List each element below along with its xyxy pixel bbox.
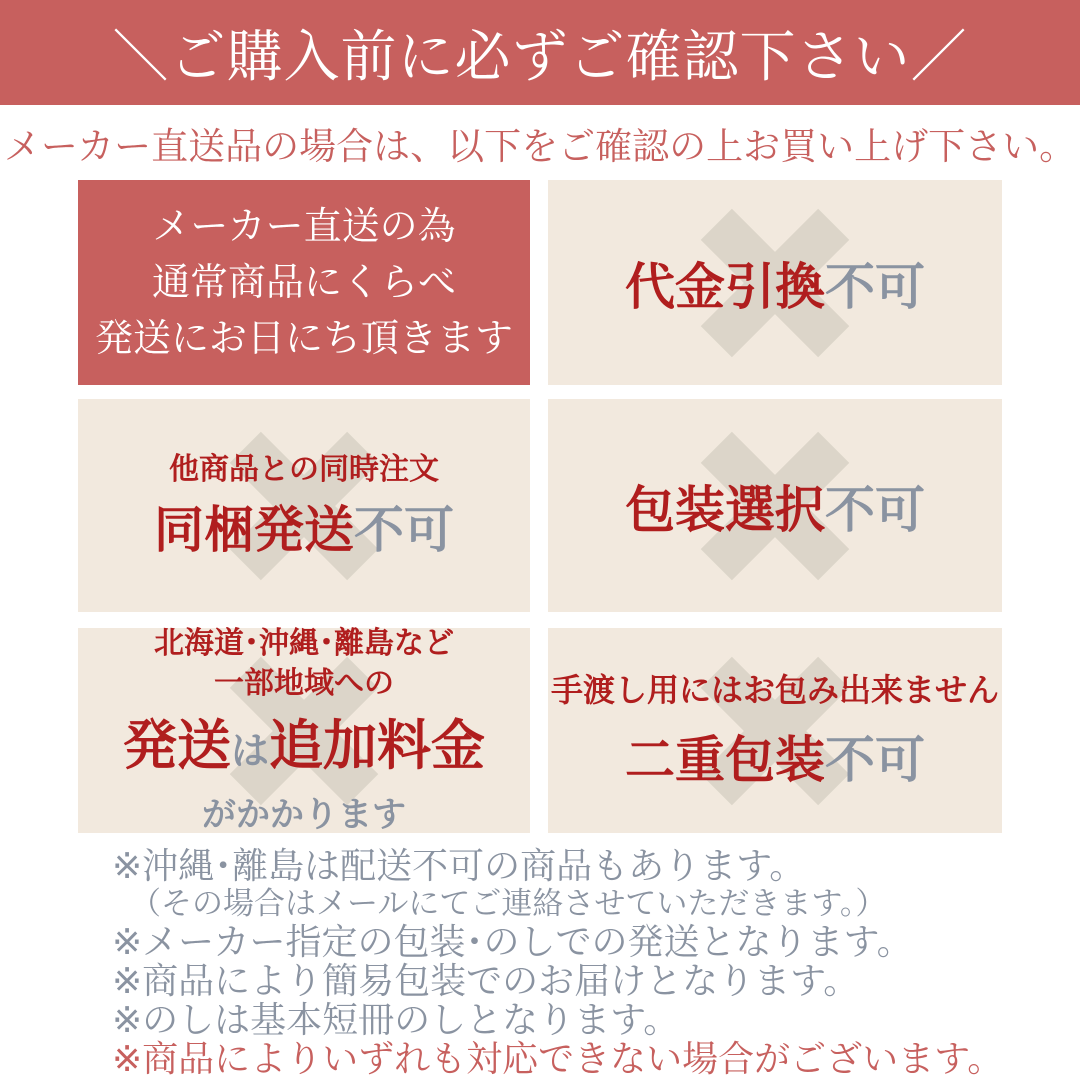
extra-fee-keyword-1: 発送 — [122, 715, 231, 776]
leadtime-text — [95, 199, 513, 367]
notes-section — [112, 846, 1060, 1078]
cod-keyword: 代金引換 — [625, 258, 825, 315]
note-line: ※商品によりいずれも対応できない場合がございます。 — [112, 1038, 1004, 1079]
extra-fee-text — [123, 624, 485, 838]
extra-fee-keyword-2: 追加料金 — [269, 715, 485, 776]
extra-fee-particle: は — [230, 730, 269, 773]
wrap-select-keyword: 包装選択 — [625, 481, 825, 538]
wrap-select-text — [625, 470, 925, 542]
bundle-text — [154, 450, 454, 562]
note-line: ※メーカー指定の包装･のしでの発送となります。 — [112, 921, 913, 962]
note-line: ※沖縄･離島は配送不可の商品もあります。 — [112, 845, 806, 886]
card-double-wrap-unavailable — [548, 628, 1002, 833]
card-bundle-unavailable — [78, 399, 530, 612]
note-line: ※のしは基本短冊のしとなります。 — [112, 999, 680, 1040]
wrap-select-negative: 不可 — [825, 481, 925, 538]
card-wrap-select-unavailable — [548, 399, 1002, 612]
double-wrap-keyword: 二重包装 — [624, 731, 825, 788]
note-line: （その場合はメールにてご連絡させていただきます。） — [130, 886, 887, 921]
confirmation-banner — [0, 0, 1080, 105]
cod-negative: 不可 — [825, 258, 925, 315]
card-cod-unavailable — [548, 180, 1002, 385]
bundle-note: 他商品との同時注文 — [169, 452, 439, 486]
extra-fee-note-2: 一部地域への — [213, 666, 394, 700]
double-wrap-note: 手渡し用にはお包み出来ません — [550, 671, 999, 708]
extra-fee-keyword-line — [123, 714, 485, 792]
card-shipping-leadtime — [78, 180, 530, 385]
double-wrap-text — [551, 670, 999, 792]
leadtime-line-2: 通常商品にくらべ — [151, 261, 456, 304]
leadtime-line-1: メーカー直送の為 — [152, 205, 456, 248]
note-line: ※商品により簡易包装でのお届けとなります。 — [112, 960, 860, 1001]
card-extra-fee — [78, 628, 530, 833]
intro-text: メーカー直送品の場合は、以下をご確認の上お買い上げ下さい。 — [3, 126, 1077, 167]
leadtime-line-3: 発送にお日にち頂きます — [94, 317, 513, 360]
banner-title: ＼ご購入前に必ずご確認下さい／ — [112, 24, 968, 88]
bundle-keyword: 同梱発送 — [154, 501, 354, 558]
double-wrap-negative: 不可 — [824, 731, 925, 788]
extra-fee-note-1: 北海道･沖縄･離島など — [153, 626, 454, 660]
cod-text — [625, 247, 925, 319]
extra-fee-tail: がかかります — [201, 795, 406, 834]
bundle-negative: 不可 — [354, 501, 454, 558]
